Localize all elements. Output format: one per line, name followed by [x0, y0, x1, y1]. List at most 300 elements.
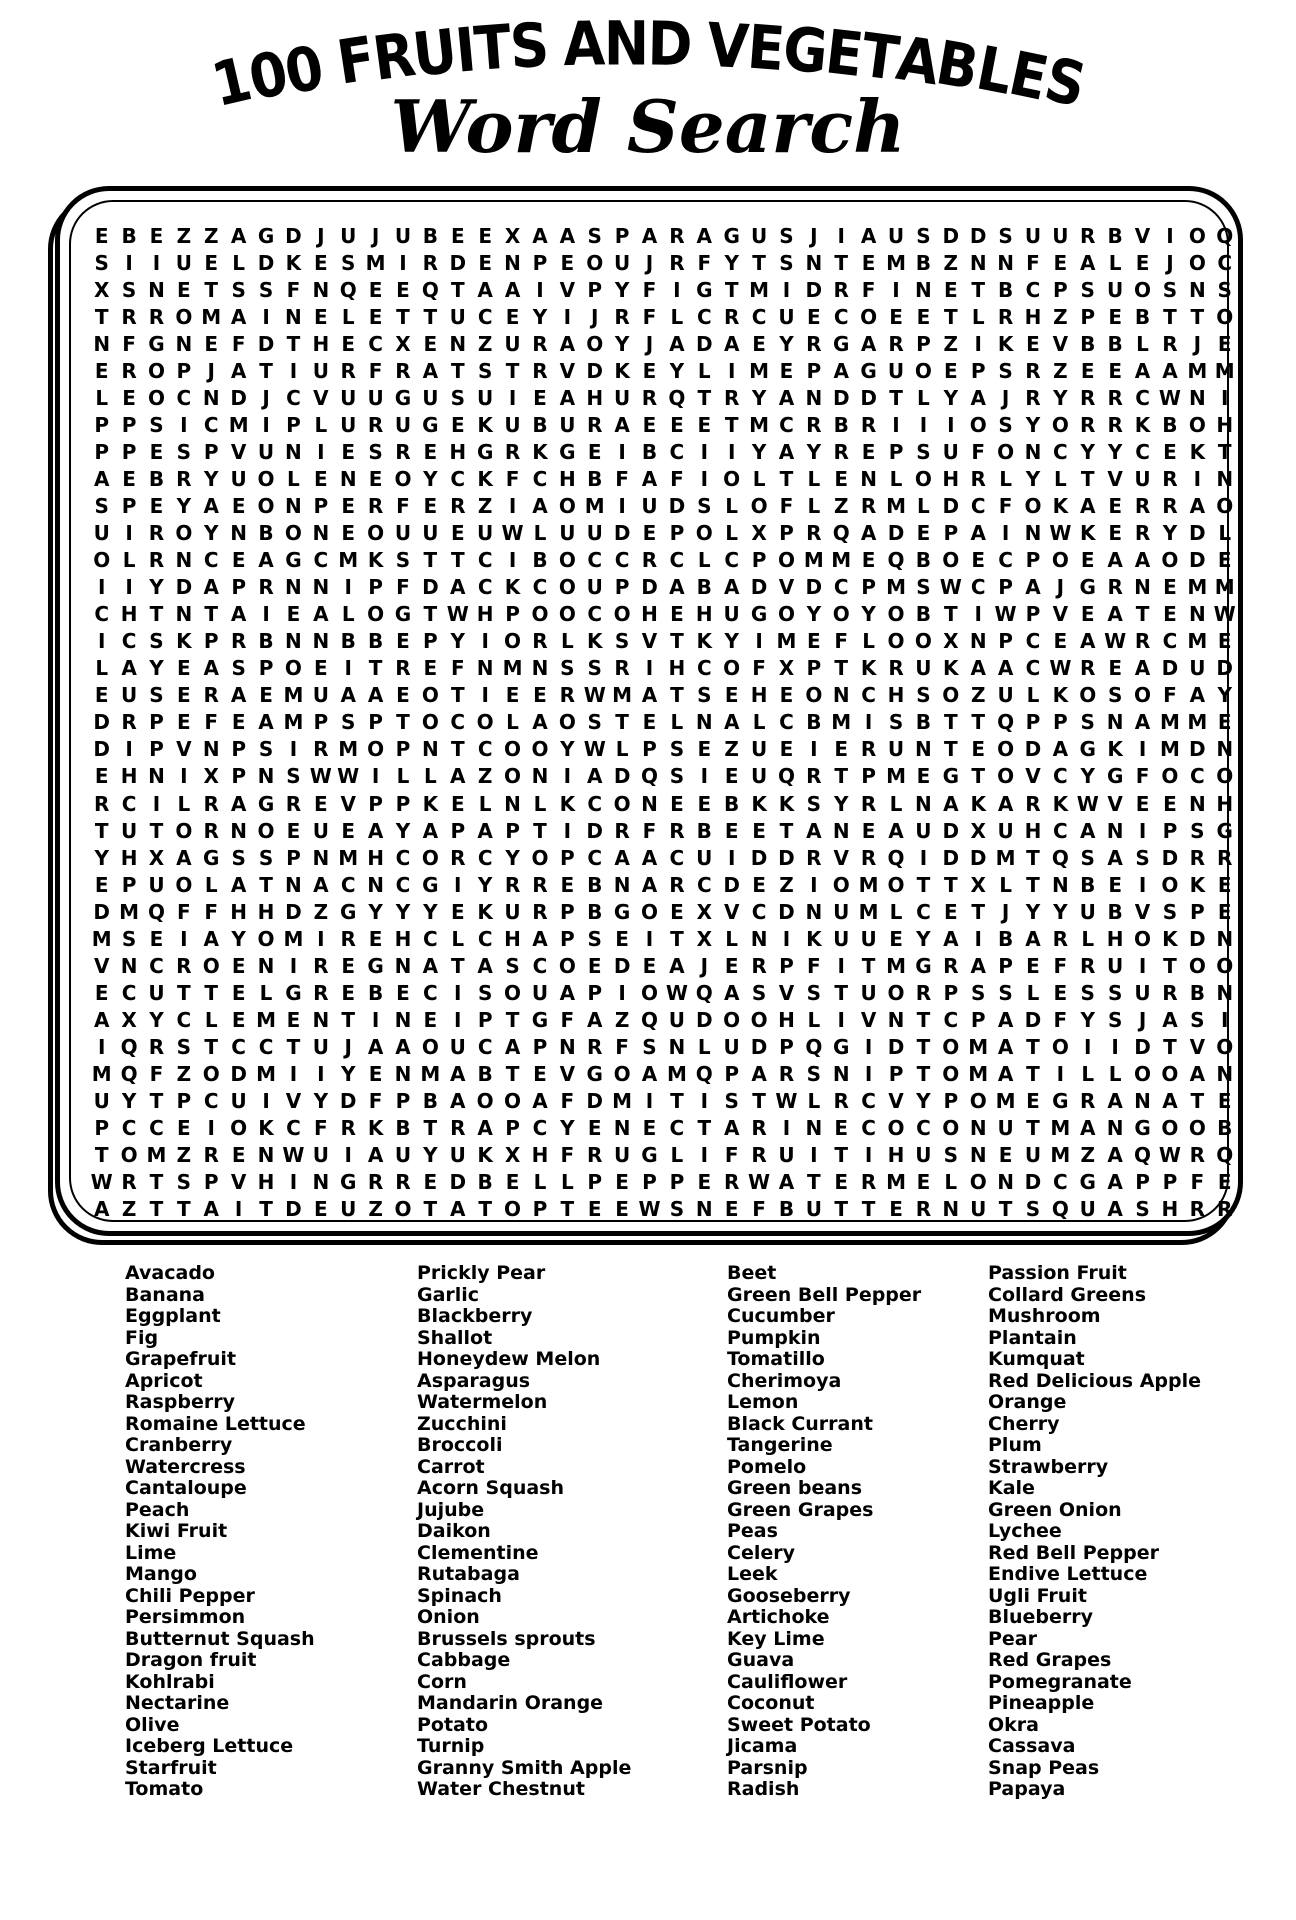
- grid-cell: L: [341, 602, 355, 627]
- grid-cell: U: [1189, 656, 1206, 681]
- grid-cell: X: [970, 818, 986, 843]
- grid-cell: N: [257, 764, 275, 789]
- word-list-item: Clementine: [417, 1541, 539, 1564]
- grid-cell: F: [231, 331, 246, 356]
- grid-cell: E: [368, 1061, 383, 1086]
- grid-cell: P: [532, 250, 548, 275]
- grid-cell: T: [971, 764, 986, 789]
- title-letter: A: [891, 22, 942, 99]
- grid-cell: N: [312, 575, 330, 600]
- grid-cell: L: [560, 629, 574, 654]
- grid-cell: O: [887, 629, 905, 654]
- grid-cell: L: [1081, 926, 1095, 951]
- grid-cell: U: [148, 872, 165, 897]
- grid-cell: F: [313, 1116, 328, 1141]
- grid-cell: R: [587, 1143, 603, 1168]
- grid-cell: U: [531, 980, 549, 1005]
- grid-cell: A: [422, 358, 439, 383]
- word-list-item: Red Bell Pepper: [988, 1541, 1160, 1564]
- grid-cell: R: [203, 1143, 219, 1168]
- grid-cell: C: [970, 493, 986, 518]
- grid-cell: N: [805, 250, 823, 275]
- grid-cell: H: [1216, 412, 1234, 437]
- grid-cell: C: [258, 1034, 274, 1059]
- grid-cell: G: [340, 1170, 357, 1195]
- grid-cell: T: [697, 385, 712, 410]
- grid-cell: N: [394, 953, 412, 978]
- word-list-item: Daikon: [417, 1520, 491, 1542]
- grid-cell: E: [1108, 304, 1122, 329]
- grid-cell: Y: [1025, 466, 1041, 491]
- grid-cell: O: [367, 602, 385, 627]
- grid-cell: E: [971, 548, 986, 573]
- grid-cell: B: [1080, 872, 1096, 897]
- grid-cell: L: [670, 304, 684, 329]
- grid-cell: O: [805, 683, 823, 708]
- title-letter: U: [409, 15, 460, 91]
- grid-cell: H: [558, 466, 576, 491]
- grid-cell: E: [916, 304, 931, 329]
- grid-cell: F: [642, 304, 657, 329]
- grid-cell: U: [312, 818, 329, 843]
- grid-cell: W: [446, 602, 469, 627]
- grid-cell: T: [1026, 872, 1040, 897]
- word-list-item: Granny Smith Apple: [417, 1756, 632, 1779]
- grid-cell: D: [1189, 737, 1206, 762]
- grid-cell: Y: [176, 493, 192, 518]
- grid-cell: O: [1216, 953, 1234, 978]
- grid-cell: A: [641, 223, 658, 248]
- grid-cell: Y: [231, 926, 246, 951]
- grid-cell: A: [943, 791, 959, 816]
- grid-cell: E: [396, 277, 410, 302]
- grid-cell: Y: [313, 1089, 329, 1114]
- grid-cell: U: [1052, 223, 1069, 248]
- word-list-item: Nectarine: [125, 1692, 230, 1714]
- grid-cell: S: [231, 656, 246, 681]
- grid-cell: S: [1080, 845, 1095, 870]
- grid-cell: V: [1107, 466, 1123, 491]
- grid-cell: T: [724, 277, 739, 302]
- grid-cell: E: [1135, 791, 1150, 816]
- grid-cell: I: [481, 629, 489, 654]
- grid-cell: S: [1135, 1197, 1150, 1222]
- grid-cell: R: [450, 845, 466, 870]
- word-list-item: Watermelon: [417, 1391, 548, 1413]
- grid-cell: F: [752, 656, 766, 681]
- grid-cell: P: [505, 818, 520, 843]
- grid-cell: F: [642, 277, 657, 302]
- grid-cell: Y: [1053, 899, 1068, 924]
- grid-cell: H: [230, 899, 248, 924]
- grid-cell: E: [587, 439, 602, 464]
- grid-cell: T: [916, 1034, 931, 1059]
- grid-cell: U: [778, 1143, 795, 1168]
- grid-cell: T: [807, 1170, 821, 1195]
- grid-cell: T: [149, 1197, 164, 1222]
- grid-cell: I: [97, 1034, 106, 1059]
- grid-cell: P: [258, 656, 274, 681]
- grid-cell: T: [94, 818, 109, 843]
- grid-cell: M: [228, 412, 249, 437]
- grid-cell: T: [971, 710, 986, 735]
- word-list-item: Strawberry: [988, 1455, 1109, 1478]
- grid-cell: F: [505, 466, 520, 491]
- grid-cell: E: [423, 331, 438, 356]
- grid-cell: A: [1025, 926, 1041, 951]
- grid-cell: B: [587, 872, 603, 897]
- grid-cell: V: [641, 629, 658, 654]
- grid-cell: S: [450, 385, 465, 410]
- grid-cell: O: [147, 385, 165, 410]
- grid-cell: I: [700, 1143, 709, 1168]
- grid-cell: O: [942, 683, 960, 708]
- grid-cell: F: [971, 439, 986, 464]
- grid-cell: U: [970, 1197, 987, 1222]
- grid-cell: C: [998, 548, 1013, 573]
- grid-cell: R: [1080, 223, 1096, 248]
- grid-cell: U: [723, 602, 740, 627]
- grid-cell: E: [1108, 872, 1122, 897]
- word-list-item: Jujube: [417, 1498, 485, 1521]
- grid-cell: T: [834, 656, 849, 681]
- grid-cell: O: [1161, 764, 1179, 789]
- grid-cell: T: [889, 385, 903, 410]
- word-list-item: Cantaloupe: [125, 1477, 247, 1499]
- grid-cell: R: [1080, 953, 1096, 978]
- grid-cell: E: [94, 223, 109, 248]
- grid-cell: O: [997, 764, 1015, 789]
- grid-cell: S: [779, 223, 794, 248]
- grid-cell: I: [152, 250, 161, 275]
- grid-cell: D: [695, 1007, 713, 1032]
- grid-cell: A: [176, 845, 192, 870]
- grid-cell: C: [477, 304, 493, 329]
- grid-cell: G: [1134, 1116, 1151, 1141]
- grid-cell: E: [1026, 1089, 1040, 1114]
- grid-cell: D: [695, 331, 713, 356]
- grid-cell: P: [943, 521, 959, 546]
- grid-cell: T: [834, 980, 849, 1005]
- grid-cell: V: [833, 845, 849, 870]
- grid-cell: E: [642, 710, 657, 735]
- grid-cell: I: [454, 1007, 462, 1032]
- grid-cell: E: [505, 683, 520, 708]
- grid-cell: V: [340, 791, 356, 816]
- grid-cell: E: [396, 683, 410, 708]
- grid-cell: I: [289, 1061, 298, 1086]
- grid-cell: Q: [641, 1007, 659, 1032]
- grid-cell: R: [1189, 1143, 1206, 1168]
- grid-cell: G: [942, 764, 960, 789]
- grid-cell: R: [806, 412, 822, 437]
- grid-cell: T: [204, 277, 219, 302]
- grid-cell: Y: [368, 899, 383, 924]
- grid-cell: A: [1107, 1197, 1123, 1222]
- grid-cell: P: [779, 953, 794, 978]
- grid-cell: V: [559, 277, 576, 302]
- grid-cell: O: [1188, 1116, 1206, 1141]
- word-list-item: Snap Peas: [988, 1756, 1100, 1779]
- grid-cell: T: [533, 818, 547, 843]
- grid-cell: M: [803, 548, 824, 573]
- grid-cell: A: [504, 1034, 521, 1059]
- grid-cell: P: [916, 331, 931, 356]
- grid-cell: S: [669, 764, 685, 789]
- grid-cell: T: [177, 1197, 191, 1222]
- grid-cell: N: [1216, 466, 1234, 491]
- grid-cell: F: [1053, 953, 1068, 978]
- grid-cell: Z: [943, 331, 959, 356]
- grid-cell: P: [149, 737, 164, 762]
- grid-cell: J: [1001, 899, 1010, 924]
- grid-cell: M: [886, 575, 906, 600]
- grid-cell: E: [697, 1170, 712, 1195]
- grid-cell: B: [997, 926, 1014, 951]
- grid-cell: J: [1001, 385, 1010, 410]
- grid-cell: C: [450, 710, 466, 735]
- grid-cell: Q: [832, 521, 850, 546]
- grid-cell: M: [256, 1061, 276, 1086]
- grid-cell: D: [1024, 737, 1042, 762]
- grid-cell: Y: [94, 845, 109, 870]
- grid-cell: O: [202, 953, 220, 978]
- grid-cell: P: [724, 1061, 740, 1086]
- grid-cell: A: [367, 683, 384, 708]
- grid-cell: E: [560, 872, 575, 897]
- grid-cell: M: [858, 872, 879, 897]
- grid-cell: D: [613, 764, 631, 789]
- grid-cell: A: [723, 575, 740, 600]
- grid-cell: O: [914, 629, 932, 654]
- grid-cell: A: [1134, 358, 1151, 383]
- grid-cell: W: [1049, 656, 1072, 681]
- grid-cell: R: [93, 791, 110, 816]
- grid-cell: P: [614, 223, 630, 248]
- grid-cell: N: [148, 277, 165, 302]
- grid-cell: N: [394, 1007, 412, 1032]
- grid-cell: H: [504, 926, 521, 951]
- grid-cell: A: [450, 1197, 466, 1222]
- grid-cell: R: [176, 953, 192, 978]
- grid-cell: K: [258, 1116, 274, 1141]
- grid-cell: K: [751, 791, 767, 816]
- grid-cell: E: [724, 818, 739, 843]
- grid-cell: I: [837, 1007, 845, 1032]
- word-list-item: Persimmon: [125, 1606, 246, 1628]
- grid-cell: T: [1080, 466, 1095, 491]
- grid-cell: N: [1216, 980, 1234, 1005]
- grid-cell: A: [586, 764, 603, 789]
- grid-cell: A: [1107, 602, 1123, 627]
- grid-cell: O: [175, 304, 193, 329]
- grid-cell: A: [833, 358, 849, 383]
- grid-cell: T: [752, 250, 766, 275]
- grid-cell: H: [394, 926, 412, 951]
- grid-cell: S: [94, 250, 109, 275]
- grid-cell: T: [177, 980, 191, 1005]
- grid-cell: R: [1162, 331, 1178, 356]
- grid-cell: L: [533, 1170, 547, 1195]
- grid-cell: Z: [313, 899, 329, 924]
- grid-cell: U: [1079, 899, 1096, 924]
- grid-cell: E: [916, 764, 931, 789]
- grid-cell: A: [723, 710, 740, 735]
- grid-cell: V: [559, 358, 576, 383]
- grid-cell: X: [203, 764, 219, 789]
- grid-cell: H: [120, 845, 138, 870]
- grid-cell: S: [258, 845, 274, 870]
- grid-cell: A: [230, 358, 247, 383]
- grid-cell: E: [834, 1170, 849, 1195]
- grid-cell: F: [1053, 1007, 1068, 1032]
- grid-cell: A: [367, 1143, 384, 1168]
- word-list-item: Plum: [988, 1434, 1042, 1456]
- grid-cell: L: [725, 493, 739, 518]
- grid-cell: E: [533, 1061, 547, 1086]
- grid-cell: I: [864, 1034, 873, 1059]
- grid-cell: C: [368, 331, 383, 356]
- grid-cell: R: [532, 872, 548, 897]
- grid-cell: N: [339, 466, 357, 491]
- grid-cell: C: [94, 602, 110, 627]
- grid-cell: Z: [176, 223, 192, 248]
- word-list-item: Prickly Pear: [417, 1262, 546, 1284]
- grid-cell: E: [1163, 439, 1177, 464]
- grid-cell: C: [1025, 656, 1041, 681]
- grid-cell: D: [257, 331, 275, 356]
- grid-cell: I: [1166, 223, 1174, 248]
- grid-cell: H: [750, 683, 768, 708]
- grid-cell: T: [943, 304, 958, 329]
- grid-cell: N: [613, 872, 631, 897]
- word-list-item: Honeydew Melon: [417, 1348, 601, 1370]
- grid-cell: N: [668, 1034, 686, 1059]
- grid-cell: L: [1136, 331, 1149, 356]
- word-list-item: Red Grapes: [988, 1649, 1112, 1671]
- grid-cell: O: [558, 710, 576, 735]
- grid-cell: U: [1024, 1143, 1042, 1168]
- grid-cell: U: [997, 818, 1014, 843]
- grid-cell: U: [449, 1143, 466, 1168]
- grid-cell: A: [778, 1170, 795, 1195]
- grid-cell: A: [723, 331, 740, 356]
- grid-cell: B: [1162, 412, 1178, 437]
- grid-cell: E: [1053, 980, 1068, 1005]
- grid-cell: A: [230, 683, 247, 708]
- grid-cell: E: [286, 1007, 301, 1032]
- grid-cell: A: [422, 953, 439, 978]
- grid-cell: Z: [779, 872, 794, 897]
- grid-cell: C: [587, 548, 603, 573]
- grid-cell: O: [1024, 493, 1042, 518]
- grid-cell: T: [450, 277, 465, 302]
- grid-cell: F: [560, 1089, 575, 1114]
- grid-cell: P: [1162, 1170, 1178, 1195]
- grid-cell: Y: [1080, 1007, 1095, 1032]
- grid-cell: S: [121, 926, 137, 951]
- grid-cell: R: [121, 710, 137, 735]
- grid-cell: N: [230, 818, 248, 843]
- grid-cell: A: [532, 1089, 548, 1114]
- grid-cell: C: [1135, 385, 1150, 410]
- grid-cell: I: [454, 872, 462, 897]
- grid-cell: T: [834, 764, 849, 789]
- grid-cell: U: [613, 250, 631, 275]
- grid-cell: U: [1024, 223, 1042, 248]
- grid-cell: A: [778, 439, 795, 464]
- grid-cell: Y: [669, 358, 685, 383]
- grid-cell: Q: [641, 764, 659, 789]
- grid-cell: N: [202, 385, 220, 410]
- grid-cell: I: [344, 656, 352, 681]
- grid-cell: C: [587, 602, 603, 627]
- grid-cell: H: [1216, 791, 1234, 816]
- grid-cell: L: [725, 521, 739, 546]
- grid-cell: N: [860, 466, 877, 491]
- grid-cell: S: [970, 980, 986, 1005]
- grid-cell: N: [285, 304, 302, 329]
- word-list-item: Raspberry: [125, 1391, 235, 1413]
- grid-cell: E: [177, 656, 191, 681]
- grid-cell: S: [341, 710, 356, 735]
- grid-cell: N: [1216, 926, 1234, 951]
- grid-cell: N: [969, 1116, 987, 1141]
- grid-cell: D: [93, 737, 110, 762]
- grid-cell: G: [257, 791, 275, 816]
- grid-cell: R: [422, 250, 439, 275]
- grid-cell: M: [1187, 575, 1208, 600]
- word-list-item: Olive: [125, 1713, 180, 1736]
- grid-cell: H: [586, 385, 604, 410]
- grid-cell: M: [1187, 710, 1208, 735]
- grid-cell: K: [970, 791, 986, 816]
- grid-cell: C: [916, 899, 931, 924]
- grid-cell: T: [971, 899, 986, 924]
- grid-cell: S: [286, 764, 301, 789]
- grid-cell: U: [586, 521, 603, 546]
- word-list-item: Spinach: [417, 1584, 502, 1607]
- grid-cell: S: [149, 683, 164, 708]
- grid-cell: I: [700, 439, 709, 464]
- grid-cell: Y: [614, 331, 630, 356]
- grid-cell: C: [1162, 629, 1178, 654]
- grid-cell: W: [939, 575, 962, 600]
- grid-cell: I: [645, 1089, 654, 1114]
- word-list-item: Garlic: [417, 1283, 480, 1306]
- grid-cell: A: [943, 926, 959, 951]
- grid-cell: A: [970, 953, 986, 978]
- grid-cell: K: [943, 656, 959, 681]
- grid-cell: I: [810, 1143, 818, 1168]
- grid-cell: N: [1024, 521, 1042, 546]
- grid-cell: K: [176, 629, 192, 654]
- grid-cell: E: [1108, 521, 1122, 546]
- grid-cell: R: [203, 791, 219, 816]
- grid-cell: F: [560, 1007, 575, 1032]
- grid-cell: L: [697, 1034, 711, 1059]
- grid-cell: P: [614, 575, 630, 600]
- grid-cell: X: [751, 521, 767, 546]
- grid-cell: O: [969, 412, 987, 437]
- title-letter: F: [332, 23, 378, 99]
- grid-cell: W: [90, 1170, 113, 1195]
- grid-cell: O: [175, 872, 193, 897]
- grid-cell: I: [837, 223, 845, 248]
- grid-cell: I: [782, 277, 791, 302]
- grid-cell: D: [93, 899, 110, 924]
- grid-cell: E: [587, 1197, 602, 1222]
